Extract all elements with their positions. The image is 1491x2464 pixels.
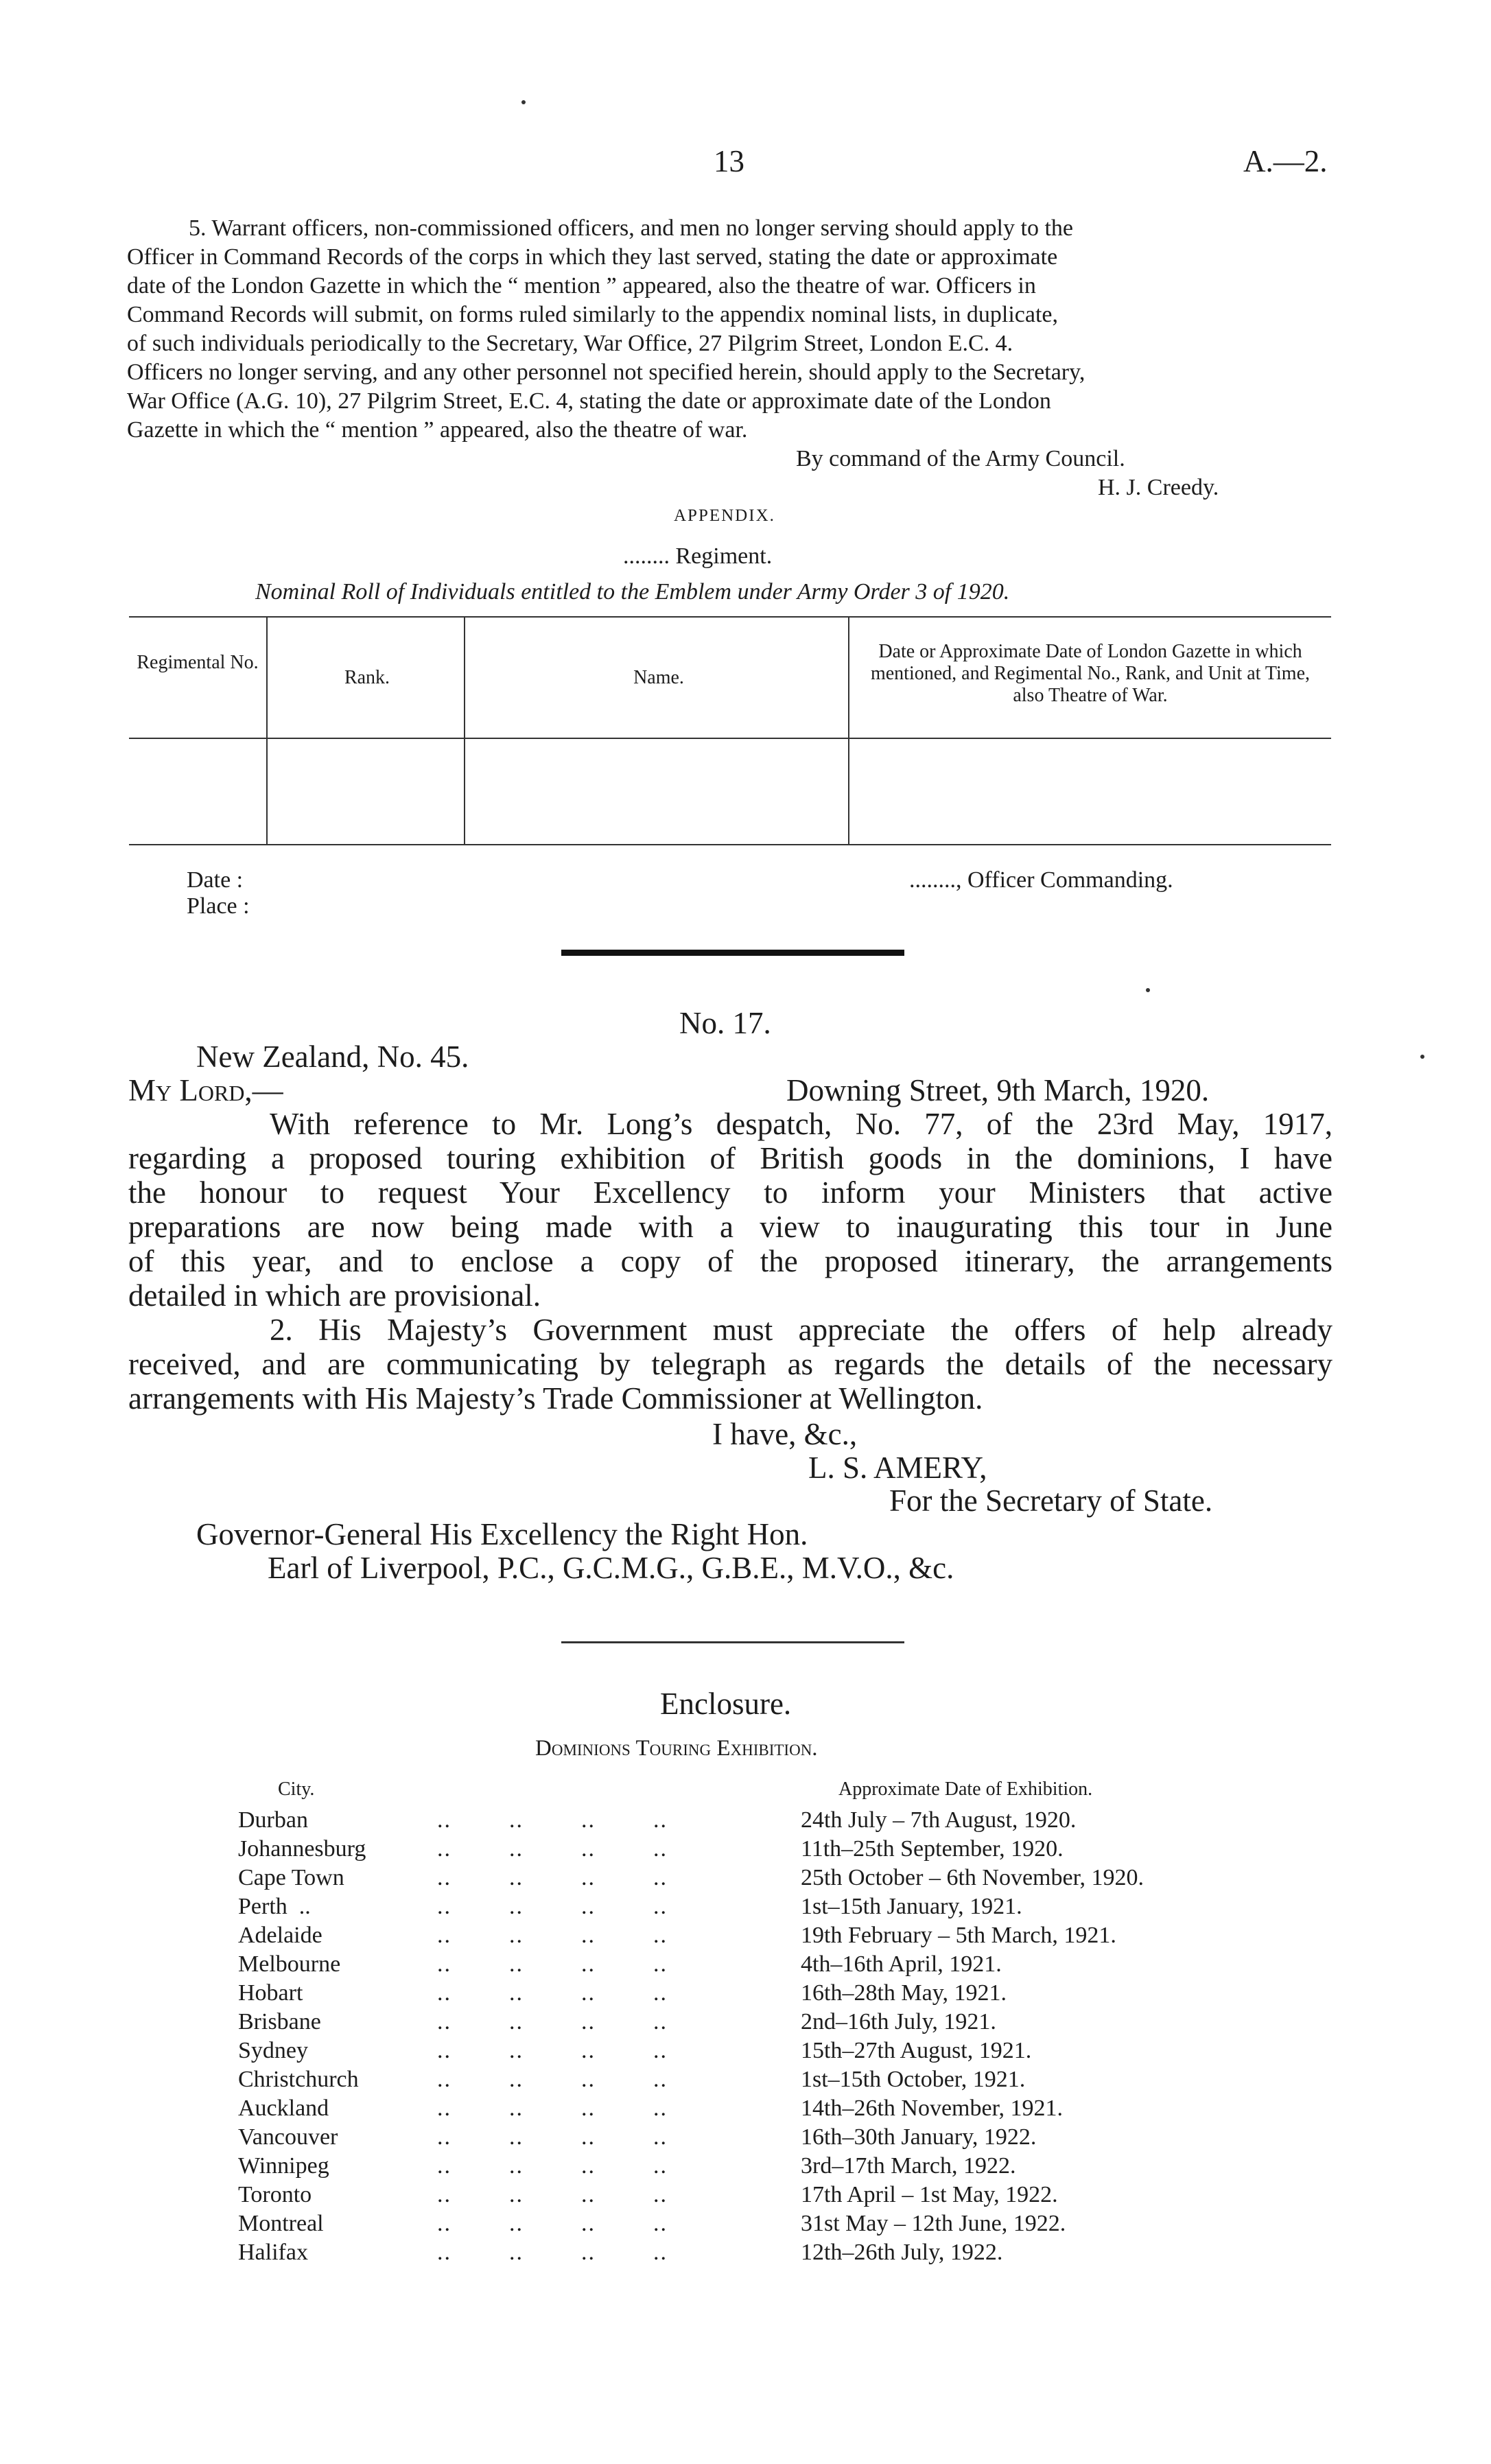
itinerary-city: Cape Town bbox=[238, 1865, 344, 1890]
itinerary-date: 19th February – 5th March, 1921. bbox=[801, 1923, 1116, 1948]
text-line: date of the London Gazette in which the “ mention ” appeared, also the theatre of war. Officers in bbox=[127, 273, 1036, 298]
section-divider bbox=[561, 950, 904, 956]
signatory: H. J. Creedy. bbox=[1098, 475, 1219, 500]
table-column-rule bbox=[848, 616, 849, 844]
itinerary-row bbox=[238, 1835, 1233, 1864]
text-line: of such individuals periodically to the Secretary, War Office, 27 Pilgrim Street, London E.C. 4. bbox=[127, 331, 1013, 356]
itinerary-city: Adelaide bbox=[238, 1923, 322, 1948]
itinerary-city: Toronto bbox=[238, 2182, 312, 2207]
text-line: received, and are communicating by telegraph as regards the details of the necessary bbox=[128, 1347, 1332, 1381]
itinerary-list bbox=[238, 1806, 1233, 2267]
appendix-title: APPENDIX. bbox=[674, 506, 775, 525]
itinerary-row bbox=[238, 2094, 1233, 2123]
addressee-line-1: Governor-General His Excellency the Right Hon. bbox=[196, 1517, 808, 1551]
signer-title: For the Secretary of State. bbox=[889, 1483, 1213, 1518]
table-column-rule bbox=[266, 616, 268, 844]
regiment-line: ........ Regiment. bbox=[623, 543, 773, 569]
column-header: Name. bbox=[633, 667, 684, 688]
itinerary-row bbox=[238, 1864, 1233, 1892]
command-line: By command of the Army Council. bbox=[796, 446, 1125, 471]
table-header-rule bbox=[129, 738, 1331, 739]
table-bottom-rule bbox=[129, 844, 1331, 845]
page-speck bbox=[1420, 1055, 1424, 1059]
text-line: the honour to request Your Excellency to inform your Ministers that active bbox=[128, 1175, 1332, 1210]
text-line: Officers no longer serving, and any other personnel not specified herein, should apply to the Secretary, bbox=[127, 360, 1085, 385]
itinerary-city: Johannesburg bbox=[238, 1836, 366, 1862]
itinerary-city: Halifax bbox=[238, 2240, 308, 2265]
itinerary-city: Durban bbox=[238, 1807, 308, 1833]
text-line: detailed in which are provisional. bbox=[128, 1278, 541, 1313]
itinerary-date: 3rd–17th March, 1922. bbox=[801, 2153, 1016, 2179]
page-number: 13 bbox=[714, 144, 744, 178]
itinerary-leader-dots: .. .. .. .. bbox=[437, 1836, 668, 1862]
column-header: Regimental No. bbox=[137, 652, 259, 673]
itinerary-date: 11th–25th September, 1920. bbox=[801, 1836, 1064, 1862]
itinerary-leader-dots: .. .. .. .. bbox=[437, 1894, 668, 1919]
nominal-roll-caption: Nominal Roll of Individuals entitled to the Emblem under Army Order 3 of 1920. bbox=[255, 579, 1010, 605]
itinerary-row bbox=[238, 2238, 1233, 2267]
text-line: 5. Warrant officers, non-commissioned officers, and men no longer serving should apply to the bbox=[189, 215, 1073, 241]
itinerary-leader-dots: .. .. .. .. bbox=[437, 1951, 668, 1977]
itinerary-leader-dots: .. .. .. .. bbox=[437, 2240, 668, 2265]
letter-number: No. 17. bbox=[679, 1006, 771, 1040]
itinerary-row bbox=[238, 1921, 1233, 1950]
itinerary-row bbox=[238, 2065, 1233, 2094]
officer-commanding: ........, Officer Commanding. bbox=[909, 867, 1173, 893]
itinerary-row bbox=[238, 2008, 1233, 2037]
itinerary-city: Montreal bbox=[238, 2211, 324, 2236]
column-header: Rank. bbox=[344, 667, 390, 688]
nz-reference: New Zealand, No. 45. bbox=[196, 1040, 469, 1074]
itinerary-city: Perth .. bbox=[238, 1894, 311, 1919]
itinerary-date: 17th April – 1st May, 1922. bbox=[801, 2182, 1058, 2207]
itinerary-date: 14th–26th November, 1921. bbox=[801, 2096, 1064, 2121]
letter-body bbox=[128, 1107, 1332, 1416]
text-line: regarding a proposed touring exhibition of British goods in the dominions, I have bbox=[128, 1141, 1332, 1175]
enclosure-title: Enclosure. bbox=[660, 1687, 792, 1721]
itinerary-date: 16th–30th January, 1922. bbox=[801, 2124, 1037, 2150]
text-line: Gazette in which the “ mention ” appeared, also the theatre of war. bbox=[127, 417, 748, 443]
itinerary-city: Melbourne bbox=[238, 1951, 341, 1977]
itinerary-date: 1st–15th January, 1921. bbox=[801, 1894, 1022, 1919]
itinerary-date: 4th–16th April, 1921. bbox=[801, 1951, 1002, 1977]
itinerary-city: Sydney bbox=[238, 2038, 308, 2063]
text-line: 2. His Majesty’s Government must appreciate the offers of help already bbox=[270, 1313, 1332, 1347]
itinerary-city: Winnipeg bbox=[238, 2153, 329, 2179]
text-line: With reference to Mr. Long’s despatch, No. 77, of the 23rd May, 1917, bbox=[270, 1107, 1332, 1141]
place-label: Place : bbox=[187, 893, 250, 919]
itinerary-leader-dots: .. .. .. .. bbox=[437, 2009, 668, 2034]
itinerary-date: 24th July – 7th August, 1920. bbox=[801, 1807, 1077, 1833]
date-label: Date : bbox=[187, 867, 244, 893]
itinerary-city: Auckland bbox=[238, 2096, 329, 2121]
table-column-rule bbox=[464, 616, 465, 844]
itinerary-leader-dots: .. .. .. .. bbox=[437, 2182, 668, 2207]
letter-address: Downing Street, 9th March, 1920. bbox=[786, 1073, 1210, 1107]
text-line: preparations are now being made with a view to inaugurating this tour in June bbox=[128, 1210, 1332, 1244]
letter-closing: I have, &c., bbox=[712, 1417, 858, 1451]
addressee-line-2: Earl of Liverpool, P.C., G.C.M.G., G.B.E., M.V.O., &c. bbox=[268, 1551, 954, 1585]
paragraph-5 bbox=[127, 214, 1338, 445]
itinerary-city: Vancouver bbox=[238, 2124, 338, 2150]
itinerary-leader-dots: .. .. .. .. bbox=[437, 1980, 668, 2006]
itinerary-row bbox=[238, 1950, 1233, 1979]
itinerary-row bbox=[238, 2152, 1233, 2181]
itinerary-date: 2nd–16th July, 1921. bbox=[801, 2009, 996, 2034]
itinerary-row bbox=[238, 1979, 1233, 2008]
table-top-rule bbox=[129, 616, 1331, 618]
page-speck bbox=[1146, 988, 1150, 992]
date-column-header: Approximate Date of Exhibition. bbox=[838, 1779, 1093, 1800]
salutation: My Lord,— bbox=[128, 1073, 283, 1107]
itinerary-row bbox=[238, 1892, 1233, 1921]
itinerary-date: 16th–28th May, 1921. bbox=[801, 1980, 1007, 2006]
itinerary-row bbox=[238, 1806, 1233, 1835]
section-divider bbox=[561, 1641, 904, 1643]
page-speck bbox=[521, 100, 526, 104]
text-line: Officer in Command Records of the corps in which they last served, stating the date or approximate bbox=[127, 244, 1058, 270]
text-line: War Office (A.G. 10), 27 Pilgrim Street, E.C. 4, stating the date or approximate date of the London bbox=[127, 388, 1051, 414]
itinerary-row bbox=[238, 2037, 1233, 2065]
text-line: Command Records will submit, on forms ruled similarly to the appendix nominal lists, in duplicate, bbox=[127, 302, 1058, 327]
itinerary-leader-dots: .. .. .. .. bbox=[437, 1923, 668, 1948]
itinerary-leader-dots: .. .. .. .. bbox=[437, 2153, 668, 2179]
document-reference: A.—2. bbox=[1243, 144, 1328, 178]
itinerary-date: 31st May – 12th June, 1922. bbox=[801, 2211, 1066, 2236]
itinerary-leader-dots: .. .. .. .. bbox=[437, 2124, 668, 2150]
enclosure-subtitle: Dominions Touring Exhibition. bbox=[535, 1736, 818, 1761]
itinerary-leader-dots: .. .. .. .. bbox=[437, 1807, 668, 1833]
city-column-header: City. bbox=[278, 1779, 315, 1800]
itinerary-leader-dots: .. .. .. .. bbox=[437, 1865, 668, 1890]
itinerary-date: 25th October – 6th November, 1920. bbox=[801, 1865, 1144, 1890]
itinerary-leader-dots: .. .. .. .. bbox=[437, 2067, 668, 2092]
itinerary-leader-dots: .. .. .. .. bbox=[437, 2038, 668, 2063]
itinerary-city: Christchurch bbox=[238, 2067, 359, 2092]
itinerary-city: Hobart bbox=[238, 1980, 303, 2006]
itinerary-row bbox=[238, 2123, 1233, 2152]
itinerary-leader-dots: .. .. .. .. bbox=[437, 2096, 668, 2121]
text-line: arrangements with His Majesty’s Trade Commissioner at Wellington. bbox=[128, 1381, 983, 1416]
itinerary-row bbox=[238, 2209, 1233, 2238]
itinerary-city: Brisbane bbox=[238, 2009, 321, 2034]
text-line: of this year, and to enclose a copy of the proposed itinerary, the arrangements bbox=[128, 1244, 1332, 1278]
itinerary-date: 1st–15th October, 1921. bbox=[801, 2067, 1026, 2092]
itinerary-leader-dots: .. .. .. .. bbox=[437, 2211, 668, 2236]
itinerary-date: 12th–26th July, 1922. bbox=[801, 2240, 1003, 2265]
itinerary-row bbox=[238, 2181, 1233, 2209]
itinerary-date: 15th–27th August, 1921. bbox=[801, 2038, 1032, 2063]
column-header: Date or Approximate Date of London Gazette in which mentioned, and Regimental No., Rank, and Unit at Time, also Theatre of War. bbox=[870, 641, 1311, 706]
letter-signer: L. S. AMERY, bbox=[808, 1451, 987, 1485]
